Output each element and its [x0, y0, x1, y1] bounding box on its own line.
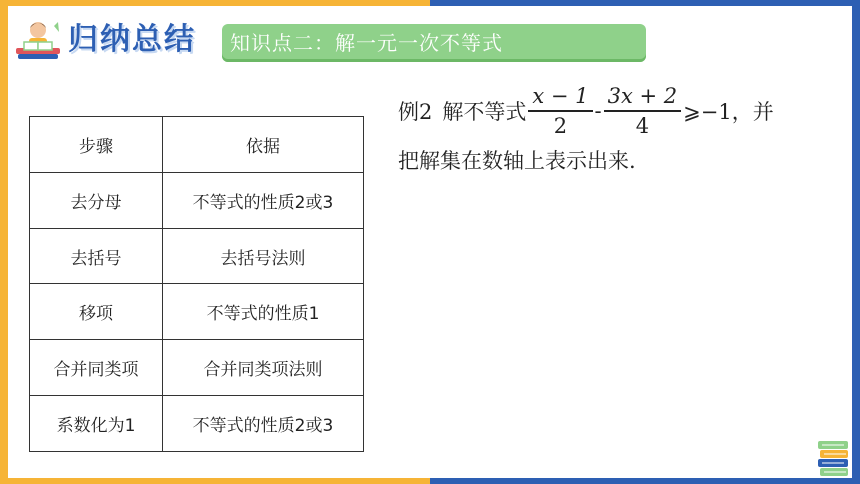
page-title: 归纳总结	[68, 22, 196, 57]
step-cell: 合并同类项	[30, 340, 163, 396]
minus-sign: -	[594, 99, 602, 123]
basis-cell: 不等式的性质2或3	[163, 396, 364, 452]
header-cell-step: 步骤	[30, 117, 163, 173]
table-row	[30, 340, 364, 396]
frame-right-border	[852, 0, 860, 484]
frame-bottom-border	[0, 478, 860, 484]
table-row	[30, 284, 364, 340]
frame-top-border	[0, 0, 860, 6]
topic-badge	[222, 24, 646, 62]
table-header-row	[30, 117, 364, 173]
inequality-rhs: ⩾−1，并	[683, 100, 774, 124]
table-row	[30, 172, 364, 228]
student-reading-icon	[14, 18, 62, 62]
fraction-2	[604, 82, 682, 140]
header-cell-basis: 依据	[163, 117, 364, 173]
example-problem	[398, 76, 838, 176]
example-instruction: 把解集在数轴上表示出来.	[398, 149, 636, 173]
basis-cell: 合并同类项法则	[163, 340, 364, 396]
fraction-1-denominator: 2	[553, 114, 568, 138]
steps-table	[29, 116, 364, 452]
basis-cell: 不等式的性质2或3	[163, 172, 364, 228]
step-cell: 去括号	[30, 228, 163, 284]
table-row	[30, 228, 364, 284]
frame-left-border	[0, 0, 8, 484]
topic-label: 知识点二：解一元一次不等式	[230, 31, 503, 55]
example-prefix: 解不等式	[442, 100, 527, 124]
fraction-2-denominator: 4	[635, 114, 650, 138]
step-cell: 移项	[30, 284, 163, 340]
step-cell: 去分母	[30, 172, 163, 228]
example-label: 例2	[398, 100, 433, 124]
basis-cell: 去括号法则	[163, 228, 364, 284]
fraction-1-numerator: x − 1	[532, 84, 589, 108]
basis-cell: 不等式的性质1	[163, 284, 364, 340]
fraction-1	[528, 82, 592, 140]
fraction-2-numerator: 3x + 2	[607, 84, 678, 108]
step-cell: 系数化为1	[30, 396, 163, 452]
table-row	[30, 396, 364, 452]
books-stack-icon	[818, 441, 848, 477]
